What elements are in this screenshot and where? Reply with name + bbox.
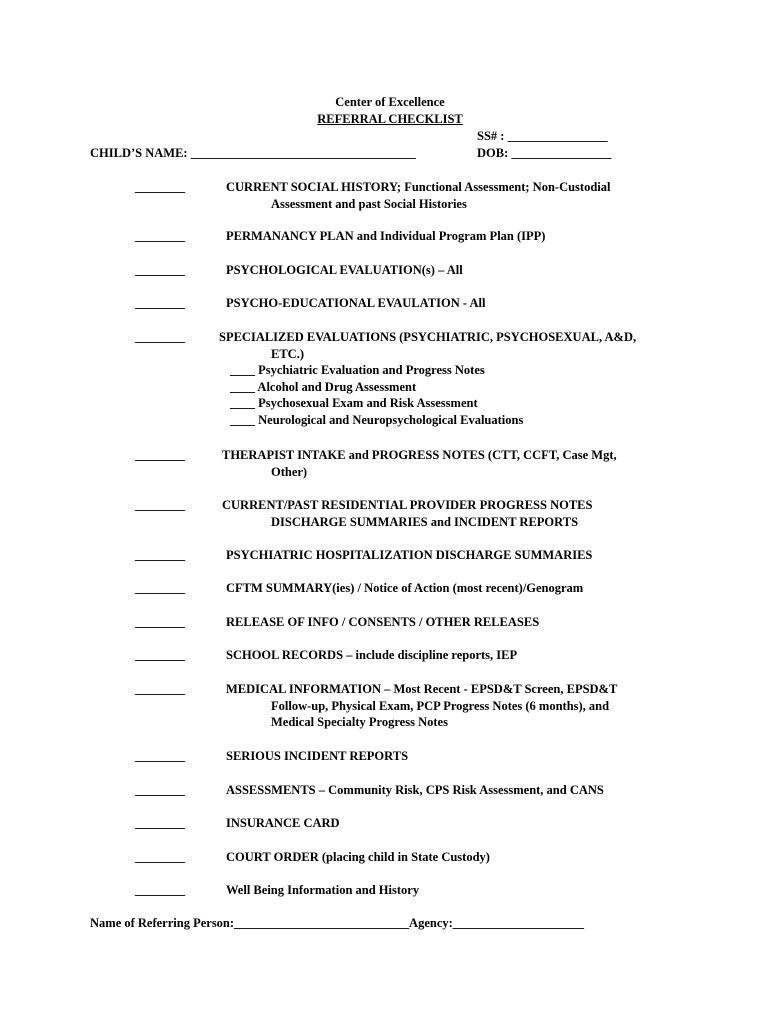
dob-field[interactable]: DOB: ________________ [477,146,612,160]
checkbox-blank[interactable]: ________ [135,296,185,310]
checklist-item-text: Medical Specialty Progress Notes [271,715,448,729]
checklist-item-text: ASSESSMENTS – Community Risk, CPS Risk Assessment, and CANS [226,783,604,797]
checkbox-blank[interactable]: ________ [135,883,185,897]
checkbox-blank[interactable]: ________ [135,615,185,629]
referring-person-line[interactable]: Name of Referring Person:____________________________Agency:_____________________ [90,916,585,930]
checklist-item-text: PSYCHOLOGICAL EVALUATION(s) – All [226,263,463,277]
checklist-item-text: PERMANANCY PLAN and Individual Program Plan (IPP) [226,229,546,243]
checklist-item-text: SPECIALIZED EVALUATIONS (PSYCHIATRIC, PSYCHOSEXUAL, A&D, [219,330,637,344]
checkbox-blank[interactable]: ________ [135,682,185,696]
childs-name-field[interactable]: CHILD’S NAME: ____________________________________ [90,146,416,160]
checkbox-blank[interactable]: ________ [135,783,185,797]
checkbox-blank[interactable]: ________ [135,180,185,194]
checkbox-blank[interactable]: ________ [135,263,185,277]
checklist-item-text: SCHOOL RECORDS – include discipline reports, IEP [226,648,518,662]
checkbox-blank[interactable]: ________ [135,229,185,243]
checklist-item-text: Follow-up, Physical Exam, PCP Progress Notes (6 months), and [271,698,610,713]
checklist-item-text: DISCHARGE SUMMARIES and INCIDENT REPORTS [271,514,579,529]
checkbox-blank[interactable]: ________ [135,548,185,562]
checklist-item-text: Well Being Information and History [226,883,420,897]
checklist-item-text: Assessment and past Social Histories [271,196,467,211]
checkbox-blank[interactable]: ________ [135,850,185,864]
checklist-item-text: ETC.) [271,346,304,361]
checklist-item-text: THERAPIST INTAKE and PROGRESS NOTES (CTT, CCFT, Case Mgt, [222,448,617,462]
checklist-item-text: CURRENT/PAST RESIDENTIAL PROVIDER PROGRESS NOTES [222,498,593,512]
checkbox-blank[interactable]: ________ [135,749,185,763]
checkbox-blank[interactable]: ________ [135,448,185,462]
checklist-item-text: RELEASE OF INFO / CONSENTS / OTHER RELEASES [226,615,540,629]
checklist-item-text: MEDICAL INFORMATION – Most Recent - EPSD&T Screen, EPSD&T [226,682,618,696]
checklist-item-text: Other) [271,464,308,479]
checklist-subitem[interactable]: ____ Alcohol and Drug Assessment [230,379,417,394]
checkbox-blank[interactable]: ________ [135,581,185,595]
checkbox-blank[interactable]: ________ [135,648,185,662]
checklist-subitem[interactable]: ____ Neurological and Neuropsychological Evaluations [230,412,524,427]
checkbox-blank[interactable]: ________ [135,816,185,830]
org-name: Center of Excellence [335,95,445,109]
ss-field[interactable]: SS# : ________________ [477,129,608,143]
checkbox-blank[interactable]: ________ [135,330,185,344]
checkbox-blank[interactable]: ________ [135,498,185,512]
checklist-item-text: COURT ORDER (placing child in State Custody) [226,850,490,864]
checklist-item-text: PSYCHO-EDUCATIONAL EVAULATION - All [226,296,486,310]
checklist-item-text: CURRENT SOCIAL HISTORY; Functional Assessment; Non-Custodial [226,180,611,194]
checklist-item-text: PSYCHIATRIC HOSPITALIZATION DISCHARGE SUMMARIES [226,548,593,562]
checklist-item-text: SERIOUS INCIDENT REPORTS [226,749,409,763]
checklist-item-text: INSURANCE CARD [226,816,340,830]
checklist-subitem[interactable]: ____ Psychosexual Exam and Risk Assessment [230,396,478,410]
checklist-item-text: CFTM SUMMARY(ies) / Notice of Action (most recent)/Genogram [226,581,584,595]
page-title: REFERRAL CHECKLIST [317,112,463,126]
checklist-subitem[interactable]: ____ Psychiatric Evaluation and Progress Notes [230,363,485,377]
